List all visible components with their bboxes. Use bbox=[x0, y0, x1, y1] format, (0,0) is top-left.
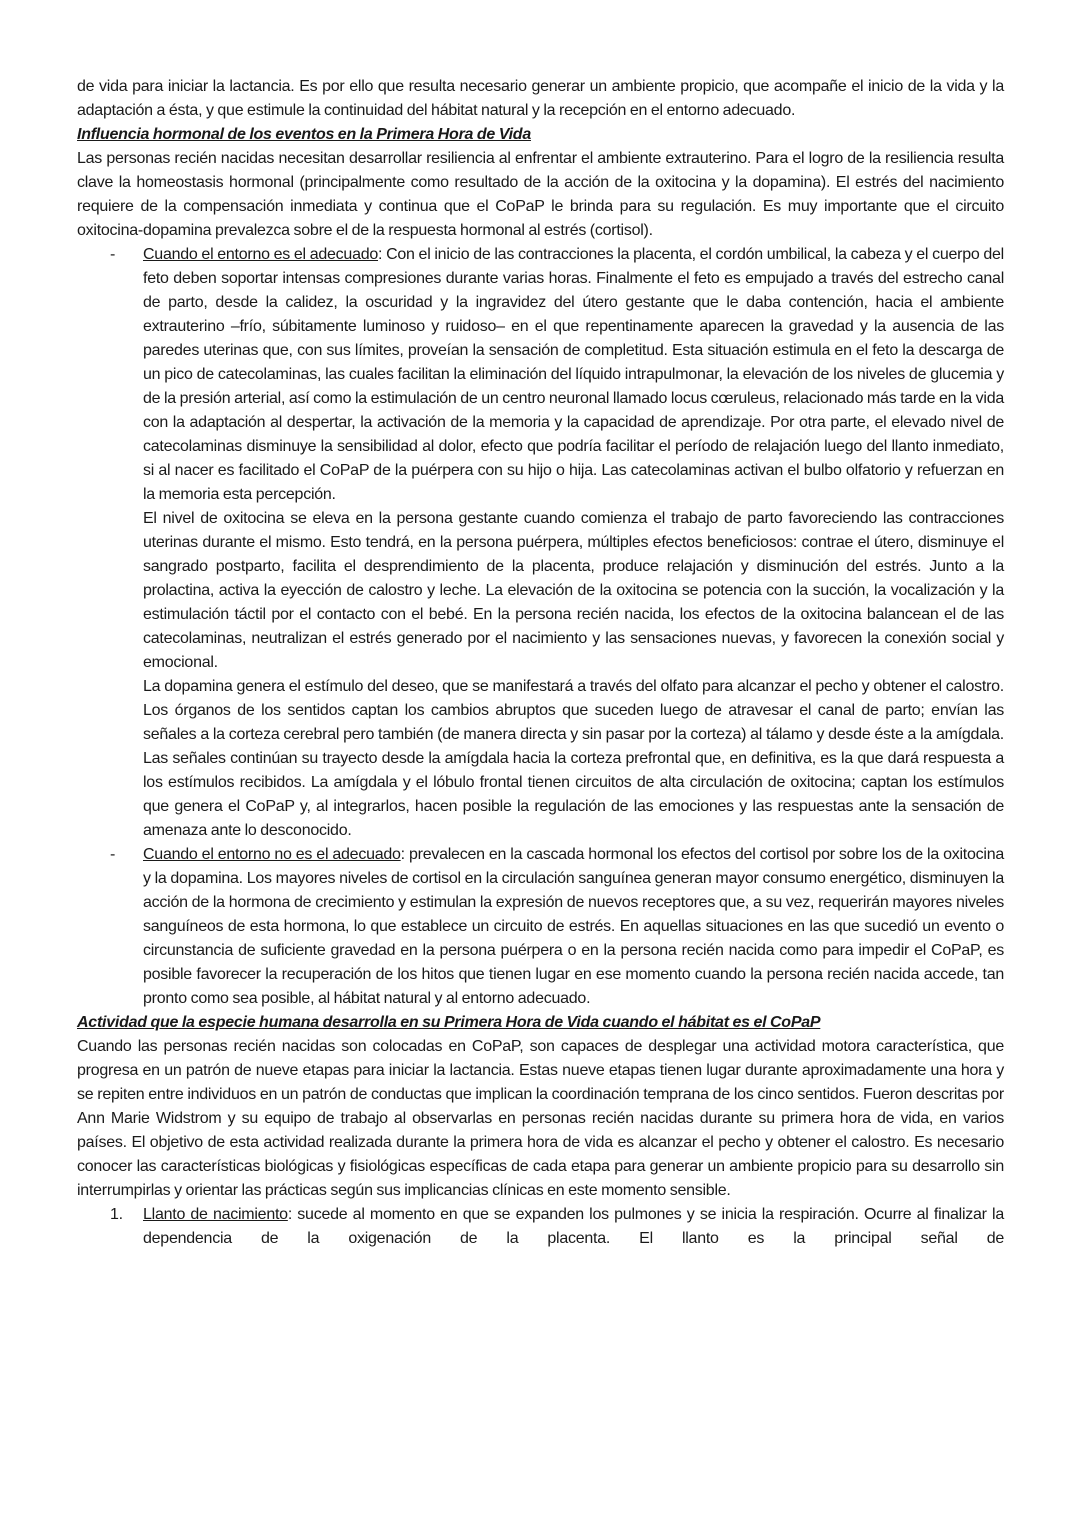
section-paragraph: Las personas recién nacidas necesitan desarrollar resiliencia al enfrentar el ambiente extrauterino. Para el logro de la resiliencia resulta clave la homeostasis hormonal (principalmente como resultado de la acción de la oxitocina y la dopamina). El estrés del nacimiento requiere de la compensación inmediata y continua que el CoPaP le brinda para su regulación. Es muy importante que el circuito oxitocina-dopamina prevalezca sobre el de la respuesta hormonal al estrés (cortisol). bbox=[77, 150, 1004, 239]
list-item-body: : sucede al momento en que se expanden los pulmones y se inicia la respiración. Ocurre al finalizar la dependencia de la oxigenación de la placenta. El llanto es la principal señal de bbox=[143, 1206, 1004, 1247]
document-page bbox=[77, 75, 1004, 1251]
list-marker: - bbox=[110, 846, 116, 863]
list-item-body: : prevalecen en la cascada hormonal los efectos del cortisol por sobre los de la oxitocina y la dopamina. Los mayores niveles de cortisol en la circulación sanguínea generan mayor consumo energético, disminuyen la acción de la hormona de crecimiento y estimulan la expresión de nuevos receptores que, a su vez, requerirán mayores niveles sanguíneos de esta hormona, lo que establece un circuito de estrés. En aquellas situaciones en las que sucedió un evento o circunstancia de suficiente gravedad en la persona puérpera o en la persona recién nacida como para impedir el CoPaP, es posible favorecer la recuperación de los hitos que tienen lugar en ese momento cuando la persona recién nacida accede, tan pronto como sea posible, al hábitat natural y al entorno adecuado. bbox=[143, 846, 1004, 1007]
list-item-paragraph-oxytocin: El nivel de oxitocina se eleva en la persona gestante cuando comienza el trabajo de parto favoreciendo las contracciones uterinas durante el mismo. Esto tendrá, en la persona puérpera, múltiples efectos beneficiosos: contrae el útero, disminuye el sangrado postparto, facilita el desprendimiento de la placenta, produce relajación y disminución del estrés. Junto a la prolactina, activa la eyección de calostro y leche. La elevación de la oxitocina se potencia con la succión, la vocalización y la estimulación táctil por el contacto con el bebé. En la persona recién nacida, los efectos de la oxitocina balancean el de las catecolaminas, neutralizan el estrés generado por el nacimiento y las sensaciones nuevas, y favorecen la conexión social y emocional. bbox=[143, 510, 1004, 671]
list-item-body: : Con el inicio de las contracciones la placenta, el cordón umbilical, la cabeza y el cuerpo del feto deben soportar intensas compresiones durante varias horas. Finalmente el feto es empujado a través del estrecho canal de parto, desde la calidez, la oscuridad y la ingravidez del útero gestante que le daba contención, hacia el ambiente extrauterino –frío, súbitamente luminoso y ruidoso– en el que repentinamente aparecen la gravedad y la ausencia de las paredes uterinas que, con sus límites, proveían la sensación de completitud. Esta situación estimula en el feto la descarga de un pico de catecolaminas, las cuales facilitan la eliminación del líquido intrapulmonar, la elevación de los niveles de glucemia y de la presión arterial, así como la estimulación de un centro neuronal llamado locus cœruleus, relacionado más tarde en la vida con la adaptación al despertar, la activación de la memoria y la capacidad de aprendizaje. Por otra parte, el elevado nivel de catecolaminas disminuye la sensibilidad al dolor, efecto que podría facilitar el período de relajación luego del llanto inmediato, si al nacer es facilitado el CoPaP de la puérpera con su hijo o hija. Las catecolaminas activan el bulbo olfatorio y refuerzan en la memoria esta percepción. bbox=[143, 246, 1004, 503]
list-item-inadequate-environment bbox=[77, 843, 1004, 1011]
section-heading-hormonal-influence: Influencia hormonal de los eventos en la Primera Hora de Vida bbox=[77, 126, 531, 143]
section-heading-activity: Actividad que la especie humana desarrolla en su Primera Hora de Vida cuando el hábitat es el CoPaP bbox=[77, 1014, 821, 1031]
list-item-text bbox=[143, 1203, 1004, 1251]
list-item-label: Cuando el entorno no es el adecuado bbox=[143, 846, 401, 863]
list-marker: - bbox=[110, 246, 116, 263]
list-item-text bbox=[143, 243, 1004, 507]
list-item-adequate-environment bbox=[77, 243, 1004, 843]
list-item-paragraph-dopamine: La dopamina genera el estímulo del deseo, que se manifestará a través del olfato para alcanzar el pecho y obtener el calostro. Los órganos de los sentidos captan los cambios abruptos que suceden luego de atravesar el canal de parto; envían las señales a la corteza cerebral pero también (de manera directa y sin pasar por la corteza) al tálamo y desde éste a la amígdala. Las señales continúan su trayecto desde la amígdala hacia la corteza prefrontal que, en definitiva, es la que dará respuesta a los estímulos recibidos. La amígdala y el lóbulo frontal tienen circuitos de alta circulación de oxitocina; captan los estímulos que genera el CoPaP y, al integrarlos, hacen posible la regulación de las emociones y las respuestas ante la sensación de amenaza ante lo desconocido. bbox=[143, 678, 1004, 839]
list-item-label: Cuando el entorno es el adecuado bbox=[143, 246, 379, 263]
intro-paragraph: de vida para iniciar la lactancia. Es por ello que resulta necesario generar un ambiente propicio, que acompañe el inicio de la vida y la adaptación a ésta, y que estimule la continuidad del hábitat natural y la recepción en el entorno adecuado. bbox=[77, 78, 1004, 119]
list-item-label: Llanto de nacimiento bbox=[143, 1206, 288, 1223]
list-item-text bbox=[143, 843, 1004, 1011]
list-item-birth-cry bbox=[77, 1203, 1004, 1251]
list-marker: 1. bbox=[110, 1206, 123, 1223]
section-paragraph: Cuando las personas recién nacidas son colocadas en CoPaP, son capaces de desplegar una actividad motora característica, que progresa en un patrón de nueve etapas para iniciar la lactancia. Estas nueve etapas tienen lugar durante aproximadamente una hora y se repiten entre individuos en un patrón de conductas que implican la coordinación temprana de los cinco sentidos. Fueron descritas por Ann Marie Widstrom y su equipo de trabajo al observarlas en personas recién nacidas durante su primera hora de vida, en varios países. El objetivo de esta actividad realizada durante la primera hora de vida es alcanzar el pecho y obtener el calostro. Es necesario conocer las características biológicas y fisiológicas específicas de cada etapa para generar un ambiente propicio para su desarrollo sin interrumpirlas y orientar las prácticas según sus implicancias clínicas en este momento sensible. bbox=[77, 1038, 1004, 1199]
